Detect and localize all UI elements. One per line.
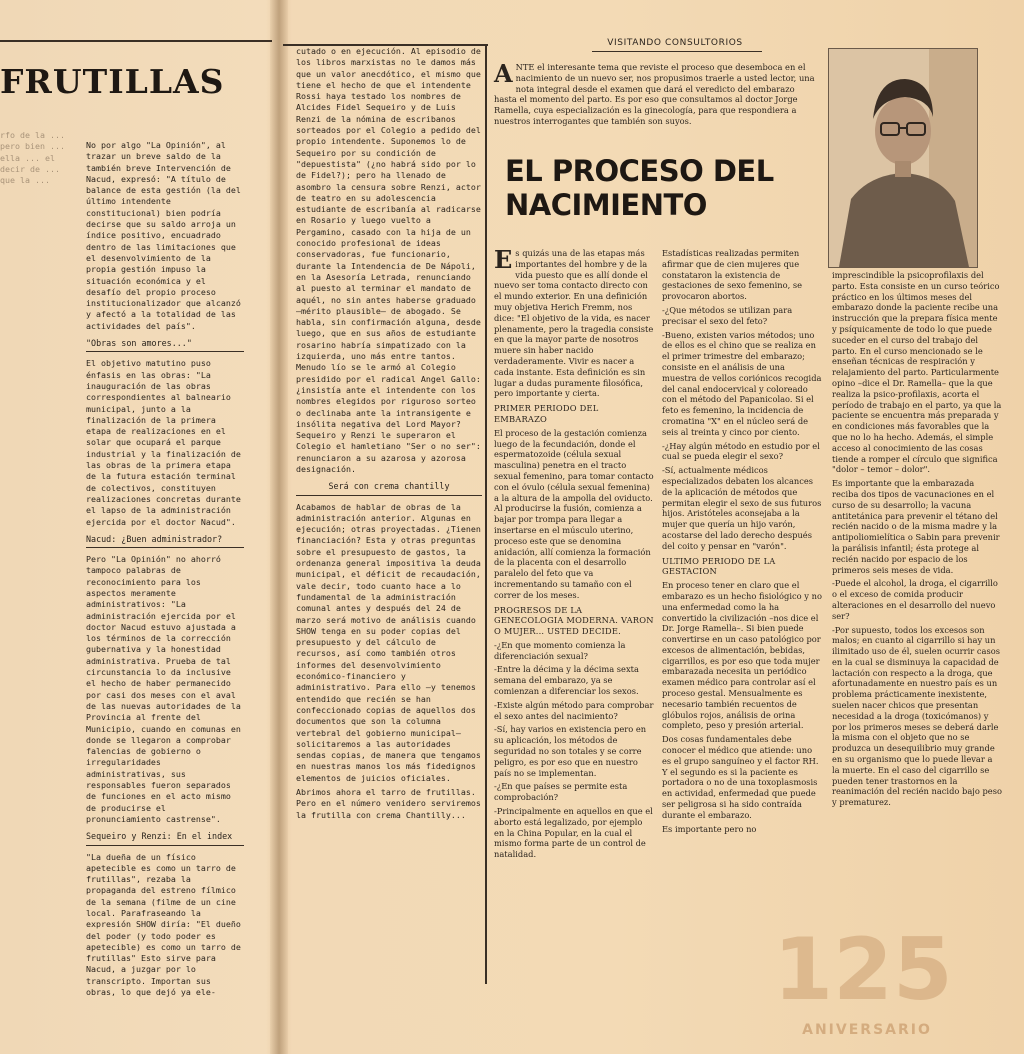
col2-qa-4: -Sí, actualmente médicos especializados debaten los alcances de la aplicación de métodos que permitan elegir el sexo de sus futuros hijos. Aristóteles aconsejaba a la mujer que quería un hijo varón, acostarse del lado derecho después del coito y pensar en "varón". xyxy=(662,465,822,551)
col3-body-2: Es importante que la embarazada reciba dos tipos de vacunaciones en el curso de su desarrollo; la vacuna antitetánica para prevenir el tétano del recién nacido o de la misma madre y la antipoliomielítica o Sabin para prevenir la parálisis infantil; ésta protege al recién nacido por espacio de los primeros seis meses de vida. xyxy=(832,478,1000,575)
page-gutter xyxy=(270,0,288,1054)
article-column-3 xyxy=(832,270,1002,811)
edge-fragment-text: rfo de la ... pero bien ... ella ... el decir de ... que la ... xyxy=(0,130,65,186)
col1-qa-5: -¿En que países se permite esta comprobación? xyxy=(494,781,628,803)
col3-body-1: imprescindible la psicoprofilaxis del parto. Esta consiste en un curso teórico práctico en los últimos meses del embarazo donde la paciente recibe una instrucción que la prepara física mente y psíquicamente de todo lo que puede suceder en el curso del trabajo del parto. En el curso mencionado se le enseñan técnicas de respiración y relajamiento del parto. Particularmente opino –dice el Dr. Ramella– que la que realiza la psico-profilaxis, acorta el período de trabajo en el parto, ya que la paciente se encuentra más preparada y en condiciones más favorables que la que no lo ha hecho. Además, el simple acceso al conocimiento de las cosas tiende a romper el círculo que significa "dolor – temor – dolor". xyxy=(832,270,1002,475)
col1-paragraph-4: "La dueña de un físico apetecible es como un tarro de frutillas", rezaba la propaganda del estreno fílmico de la semana (filme de un cine local. Parafraseando la expresión SHOW diría: "El dueño del poder (y todo poder es apetecible) es como un tarro de frutillas" Esto sirve para Nacud, a juzgar por lo transcripto. Importan sus obras, lo que dejó ya ele- xyxy=(86,851,241,998)
col2-body-2: En proceso tener en claro que el embarazo es un hecho fisiológico y no una enfermedad como la ha convertido la civilización –nos dice el Dr. Jorge Ramella–. Si bien puede convertirse en un caso patológico por excesos de alimentación, bebidas, cigarrillos, es por eso que toda mujer embarazada necesita un periódico examen médico para controlar así el proceso gestal. Mensualmente es necesario también recuentos de glóbulos rojos, análisis de orina completo, peso y presión arterial. xyxy=(662,580,822,731)
anniversary-label: ANIVERSARIO xyxy=(802,1022,932,1038)
section-label: VISITANDO CONSULTORIOS xyxy=(607,38,743,48)
col1-qa-1: -¿En que momento comienza la diferenciación sexual? xyxy=(494,639,626,661)
portrait-illustration xyxy=(829,49,977,267)
col1-qa-4: -Sí, hay varios en existencia pero en su aplicación, los métodos de seguridad no son totales y se corre peligro, es por eso que en nuestro país no se implementan. xyxy=(494,724,647,778)
col1-body-2: El proceso de la gestación comienza luego de la fecundación, donde el espermatozoide (célula sexual masculina) penetra en el tracto sexual femenino, para tomar contacto con el óvulo (célula sexual femenina) a la altura de la ampolla del oviducto. Al producirse la fusión, comienza a bajar por trompa para llegar a insertarse en el músculo uterino, proceso este que se denomina anidación, allí comienza la formación de la placenta con el desarrollo paralelo del feto que va incrementando su tamaño con el correr de los meses. xyxy=(494,427,654,600)
article-intro xyxy=(494,59,816,130)
col3-qa-1: -Puede el alcohol, la droga, el cigarrillo o el exceso de comida producir alteraciones en el desarrollo del nuevo ser? xyxy=(832,578,998,621)
col1-paragraph-2: El objetivo matutino puso énfasis en las obras: "La inauguración de las obras correspondientes al balneario municipal, junto a la finalización de la primera etapa de realizaciones en el solar que ocupará el parque industrial y la finalización de las obras de la primera etapa de la futura estación terminal de colectivos, constituyen realizaciones concretas durante el lapso de la administración ejercida por el doctor Nacud". xyxy=(86,358,241,527)
col3-qa-2: -Por supuesto, todos los excesos son malos; en cuanto al cigarrillo si hay un ilimitado uso de él, suelen ocurrir casos en la cual se disminuya la capacidad de lactación con respecto a la droga, que afortunadamente en nuestro país es un problema prácticamente inexistente, suelen nacer chicos que presentan necesidad a la droga (toxicómanos) y por los primeros meses se deberá darle la misma con el objeto que no se produzca un desequilibrio muy grande en su organismo que lo puede llevar a la muerte. En el caso del cigarrillo se pueden tener trastornos en la reanimación del recién nacido bajo peso y prematurez. xyxy=(832,624,1002,808)
article-column-2 xyxy=(662,248,822,837)
col1-paragraph-1: No por algo "La Opinión", al trazar un breve saldo de la también breve Intervención de Nacud, expresó: "A título de balance de esta gestión (la del último intendente constitucional) bien podría decirse que su saldo arroja un índice positivo, encuadrado dentro de las limitaciones que el desenvolvimiento de la propia gestión impuso la situación económica y el desafío del propio proceso institucionalizador que alcanzó y afectó a la totalidad de las actividades del país". xyxy=(86,140,241,331)
frutillas-column-1 xyxy=(86,140,244,1001)
col2-body-3: Dos cosas fundamentales debe conocer el médico que atiende: uno es el grupo sanguíneo y el factor RH. Y el segundo es si la paciente es portadora o no de una toxoplasmosis en actividad, enfermedad que puede ser peligrosa si ha sido contraída durante el embarazo. xyxy=(662,734,819,820)
column-divider-left xyxy=(485,44,487,984)
frutillas-title: FRUTILLAS xyxy=(0,62,225,101)
cropped-edge-column xyxy=(0,130,68,830)
section-label-rule xyxy=(592,51,762,52)
subhead-buen-administrador: Nacud: ¿Buen administrador? xyxy=(86,534,244,548)
col2-paragraph-1: cutado o en ejecución. Al episodio de los libros marxistas no le damos más que un valor anecdótico, el mismo que tiene el hecho de que el intendente Rossi haya testado los nombres de Alcides Fidel Sequeiro y de Luis Renzi de la nómina de escribanos sorteados por el Colegio a pedido del propio intendente. Suponemos lo de Sequeiro por su condición de "depuestista" (¿no habrá sido por lo de Fidel?); pero ha llenado de asombro la censura sobre Renzi, actor de teatro en su adolescencia estudiante de escribanía al radicarse en Rosario y luego vuelto a Pergamino, casado con la hija de un conocido profesional de ideas conservadoras, fue funcionario, durante la Intendencia de De Nápoli, en la Asesoría Letrada, renunciando al puesto al terminar el mandato de aquél, no sin antes haberse graduado –mérito plausible– de abogado. Se habla, sin confirmación alguna, desde luego, que en sus años de estudiante rosarino habría simpatizado con la izquierda, uno más entre tantos. Menudo lío se le armó al Colegio presidido por el radical Angel Gallo: ¿insistía ante el intendente con los nombres elegidos por riguroso sorteo o declinaba ante la intransigente e insólita negativa del Lord Mayor? Sequeiro y Renzi le superaron el Colegio el hamletiano "Ser o no ser": renunciaron a su azarosa y azorosa designación. xyxy=(296,46,481,474)
col1-body-1: s quizás una de las etapas más importantes del hombre y de la vida puesto que es allí donde el nuevo ser toma contacto directo con el mundo exterior. En una definición muy objetiva Herich Fremm, nos dice: "El objetivo de la vida, es nacer plenamente, pero la tragedia consiste en que la mayor parte de nosotros muere sin haber nacido verdaderamente. Vivir es nacer a cada instante. Esta definición es sin lugar a dudas puramente filosófica, pero importante y cierta. xyxy=(494,248,654,399)
subhead-progresos-ginecologia: PROGRESOS DE LA GENECOLOGIA MODERNA. VARON O MUJER... USTED DECIDE. xyxy=(494,604,654,637)
col2-qa-2: -Bueno, existen varios métodos; uno de ellos es el chino que se realiza en el primer trimestre del embarazo; consiste en el análisis de una muestra de vellos coriónicos recogida del canal endocervical y coloreado con el método del Papanicolao. Si el feto es femenino, la incidencia de cromatina "X" en el núcleo será de seis al treinta y cinco por ciento. xyxy=(662,329,822,437)
subhead-primer-periodo: PRIMER PERIODO DEL EMBARAZO xyxy=(494,403,599,424)
intro-text: NTE el interesante tema que reviste el proceso que desemboca en el nacimiento de un nuevo ser, nos propusimos traerle a usted lector, una nota integral desde el examen que dará el veredicto del embarazo hasta el momento del parto. Es por eso que consultamos al doctor Jorge Ramella, cuya especialización es la ginecología, para que respondiera a nuestros interrogantes que también son suyos. xyxy=(494,62,815,126)
subhead-crema-chantilly: Será con crema chantilly xyxy=(296,481,482,495)
col1-qa-3: -Existe algún método para comprobar el sexo antes del nacimiento? xyxy=(494,699,654,721)
anniversary-number: 125 xyxy=(773,920,953,1020)
col1-paragraph-3: Pero "La Opinión" no ahorró tampoco palabras de reconocimiento para los aspectos meramente administrativos: "La administración ejercida por el doctor Nacud estuvo ajustada a los términos de la corrección gubernativa y la honestidad administrativa. Prueba de tal circunstancia lo da inclusive el hecho de haber permanecido por casi dos meses con el aval de las nuevas autoridades de la Provincia al frente del Municipio, cuando en comunas en donde se llegaron a comprobar falencias de gobierno o irregularidades administrativas, sus responsables fueron separados de funciones en el acto mismo de producirse el pronunciamiento castrense". xyxy=(86,554,241,824)
subhead-obras-son-amores: "Obras son amores..." xyxy=(86,338,244,352)
subhead-ultimo-periodo: ULTIMO PERIODO DE LA GESTACION xyxy=(662,555,776,577)
article-headline: EL PROCESO DEL NACIMIENTO xyxy=(505,154,774,222)
frutillas-column-2 xyxy=(296,46,482,824)
col1-qa-6: -Principalmente en aquellos en que el aborto está legalizado, por ejemplo en la China Popular, en la cual el mismo forma parte de un control de natalidad. xyxy=(494,806,653,860)
col2-body-1: Estadísticas realizadas permiten afirmar que de cien mujeres que constataron la existencia de gestaciones de sexo femenino, se provocaron abortos. xyxy=(662,248,803,302)
intro-dropcap: A xyxy=(494,59,513,88)
subhead-sequeiro-renzi: Sequeiro y Renzi: En el index xyxy=(86,831,244,845)
col2-body-4: Es importante pero no xyxy=(662,823,757,834)
col1-dropcap: E xyxy=(494,245,513,274)
col2-paragraph-3: Abrimos ahora el tarro de frutillas. Pero en el número venidero serviremos la frutilla con crema Chantilly... xyxy=(296,787,481,820)
top-rule-left xyxy=(0,40,272,42)
col2-qa-1: -¿Que métodos se utilizan para precisar el sexo del feto? xyxy=(662,304,793,326)
col2-paragraph-2: Acabamos de hablar de obras de la administración anterior. Algunas en ejecución; otras proyectadas. ¿Tienen financiación? Esta y otras preguntas sobre el presupuesto de gastos, la ordenanza general impositiva la deuda municipal, el déficit de recaudación, vale decir, todo cuanto hace a lo fundamental de la administración comunal antes y después del 24 de marzo será motivo de análisis cuando SHOW tenga en su poder copias del presupuesto y del cálculo de recursos, así como también otros informes del desenvolvimiento económico-financiero y administrativo. Para ello –y tenemos entendido que recién se han confeccionado copias de aquellos dos documentos que son la columna vertebral del gobierno municipal– solicitaremos a las autoridades sendas copias, de manera que tengamos en nuestras manos los más fidedignos elementos de juicios oficiales. xyxy=(296,501,481,783)
article-column-1 xyxy=(494,245,654,863)
col2-qa-3: -¿Hay algún método en estudio por el cual se pueda elegir el sexo? xyxy=(662,440,820,462)
col1-qa-2: -Entre la décima y la décima sexta semana del embarazo, ya se comienzan a diferenciar los sexos. xyxy=(494,664,639,697)
doctor-portrait-photo xyxy=(828,48,978,268)
